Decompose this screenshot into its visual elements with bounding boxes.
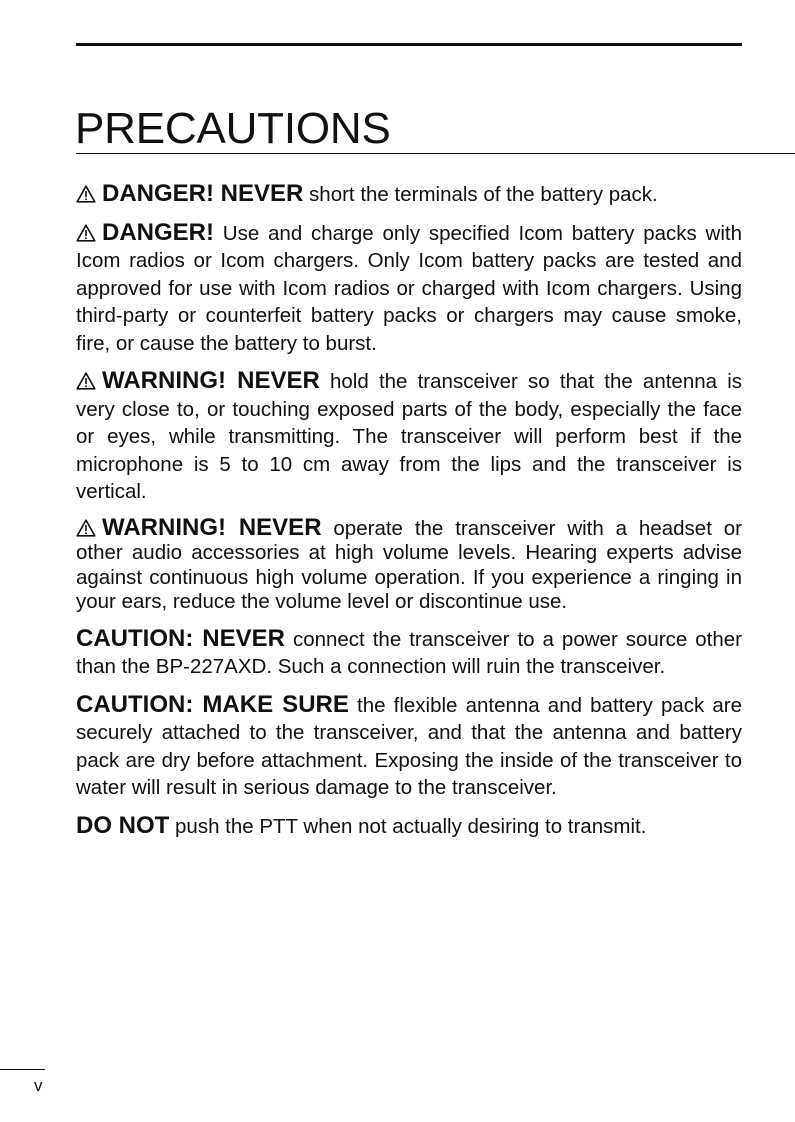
warning-triangle-icon xyxy=(76,224,96,242)
footer-rule xyxy=(0,1069,45,1070)
header-rule xyxy=(76,43,742,46)
precaution-do-not-ptt xyxy=(76,812,742,841)
precaution-lead: WARNING! NEVER xyxy=(102,367,320,394)
warning-triangle-icon xyxy=(76,372,96,390)
precaution-text: operate the transceiver with a headset or other audio accessories at high volume levels. Hearing experts advise against continuous high volume operation. If you experience a ringing in your ears, reduce the volume level or discontinue use. xyxy=(76,516,742,613)
precaution-lead: DANGER! NEVER xyxy=(102,180,304,207)
title-underline xyxy=(76,153,795,154)
precaution-caution-power-source xyxy=(76,625,742,681)
precaution-warning-antenna xyxy=(76,367,742,506)
page-number: v xyxy=(34,1076,43,1095)
page-title: PRECAUTIONS xyxy=(75,104,391,153)
precaution-text: connect the transceiver to a power source other than the BP-227AXD. Such a connection will ruin the transceiver. xyxy=(76,627,742,678)
precaution-lead: CAUTION: MAKE SURE xyxy=(76,690,349,718)
precaution-text: push the PTT when not actually desiring to transmit. xyxy=(169,814,647,838)
precaution-danger-short-terminals xyxy=(76,180,742,209)
precaution-text: the flexible antenna and battery pack are securely attached to the transceiver, and that the antenna and battery pack are dry before attachment. Exposing the inside of the transceiver to water will result in serious damage to the transceiver. xyxy=(76,693,743,799)
precaution-text: Use and charge only specified Icom battery packs with Icom radios or Icom chargers. Only Icom battery packs are tested and approved for use with Icom radios or charged with Icom chargers. Using third-party or counterfeit battery packs or chargers may cause smoke, fire, or cause the battery to burst. xyxy=(76,221,742,355)
precaution-caution-make-sure xyxy=(76,691,742,802)
precaution-danger-battery-packs xyxy=(76,219,742,358)
precaution-lead: CAUTION: NEVER xyxy=(76,624,285,652)
warning-triangle-icon xyxy=(76,519,96,537)
precautions-list xyxy=(76,180,742,850)
precaution-lead: WARNING! NEVER xyxy=(102,513,322,541)
warning-triangle-icon xyxy=(76,185,96,203)
precaution-text: hold the transceiver so that the antenna is very close to, or touching exposed parts of the body, especially the face or eyes, while transmitting. The transceiver will perform best if the microphone is 5 to 10 cm away from the lips and the transceiver is vertical. xyxy=(76,370,743,503)
precaution-lead: DO NOT xyxy=(76,811,170,839)
precaution-warning-headset xyxy=(76,513,742,615)
precaution-lead: DANGER! xyxy=(102,218,214,246)
precaution-text: short the terminals of the battery pack. xyxy=(303,183,658,206)
